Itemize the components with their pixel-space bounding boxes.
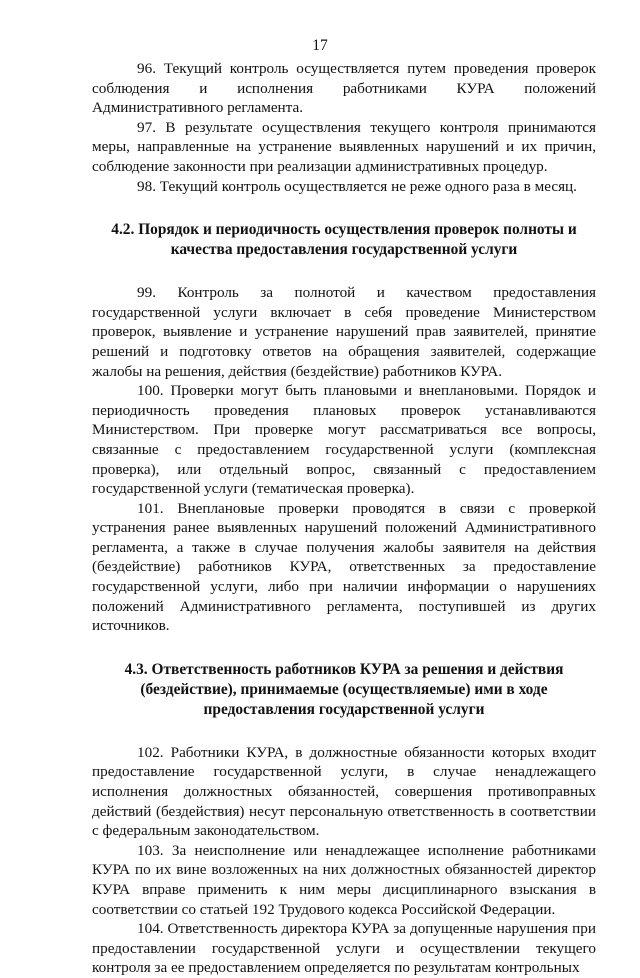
paragraph-100: 100. Проверки могут быть плановыми и внеплановыми. Порядок и периодичность проведения плановых проверок устанавливаются Министерством. При проверке могут рассматриваться все вопросы, связанные с предоставлением государственной услуги (комплексная проверка), или отдельный вопрос, связанный с предоставлением государственной услуги (тематическая проверка).: [92, 382, 596, 498]
paragraph-99: 99. Контроль за полнотой и качеством предоставления государственной услуги включает в себя проведение Министерством проверок, выявление и устранение нарушений прав заявителей, принятие решений и подготовку ответов на обращения заявителей, содержащие жалобы на решения, действия (бездействие) работников КУРА.: [92, 284, 596, 380]
paragraph-103: 103. За неисполнение или ненадлежащее исполнение работниками КУРА по их вине возложенных на них должностных обязанностей директор КУРА вправе применить к ним меры дисциплинарного взыскания в соответствии со статьей 192 Трудового кодекса Российской Федерации.: [92, 841, 596, 918]
section-heading-4-3: 4.3. Ответственность работников КУРА за решения и действия (бездействие), принимаемые (осуществляемые) ими в ходе предоставления государственной услуги: [124, 660, 564, 718]
paragraph-98: 98. Текущий контроль осуществляется не реже одного раза в месяц.: [137, 177, 577, 195]
page-number: 17: [312, 37, 328, 54]
document-body: [92, 59, 596, 978]
paragraph-96: 96. Текущий контроль осуществляется путем проведения проверок соблюдения и исполнения работниками КУРА положений Административного регламента.: [92, 60, 596, 117]
paragraph-97: 97. В результате осуществления текущего контроля принимаются меры, направленные на устранение выявленных нарушений и их причин, соблюдение законности при реализации административных процедур.: [92, 118, 596, 175]
section-heading-4-2: 4.2. Порядок и периодичность осуществления проверок полноты и качества предоставления государственной услуги: [111, 221, 577, 259]
paragraph-101: 101. Внеплановые проверки проводятся в связи с проверкой устранения ранее выявленных нарушений положений Административного регламента, а также в случае получения жалобы заявителя на действия (бездействие) работников КУРА, ответственных за предоставление государственной услуги, либо при наличии информации о нарушениях положений Административного регламента, поступившей из других источников.: [92, 499, 596, 635]
paragraph-102: 102. Работники КУРА, в должностные обязанности которых входит предоставление государственной услуги, в случае ненадлежащего исполнения должностных обязанностей, совершения противоправных действий (бездействия) несут персональную ответственность в соответствии с федеральным законодательством.: [92, 743, 596, 840]
paragraph-104: 104. Ответственность директора КУРА за допущенные нарушения при предоставлении государственной услуги и осуществлении текущего контроля за ее предоставлением определяется по результатам контрольных: [92, 920, 596, 977]
